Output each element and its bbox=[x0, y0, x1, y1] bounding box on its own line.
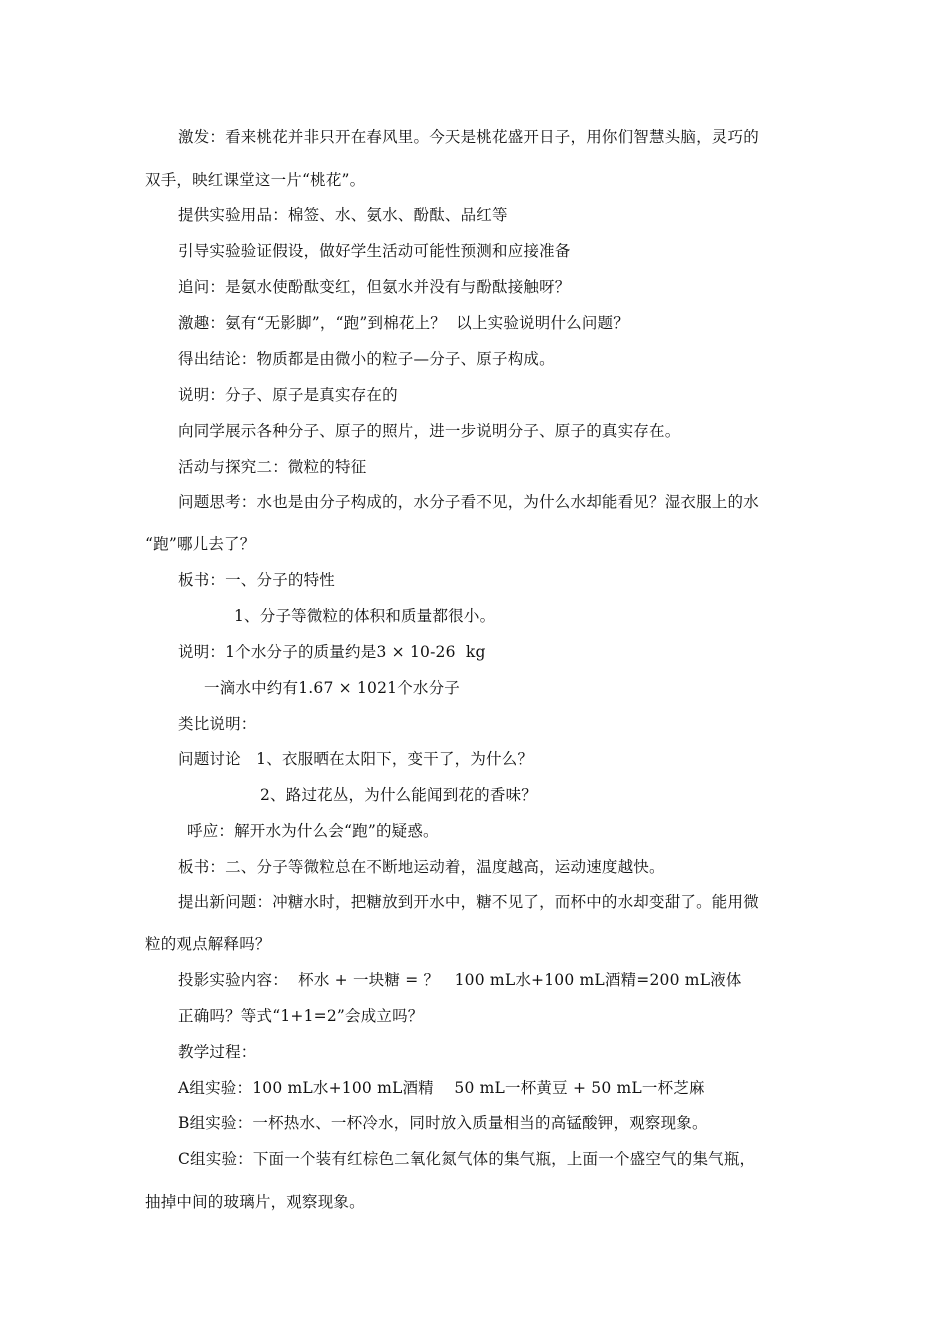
paragraph-line: 激趣：氨有“无影脚”，“跑”到棉花上？ 以上实验说明什么问题？ bbox=[178, 314, 629, 332]
experiment-group-c: C组实验：下面一个装有红棕色二氧化氮气体的集气瓶，上面一个盛空气的集气瓶， bbox=[178, 1150, 756, 1168]
paragraph-line: 得出结论：物质都是由微小的粒子—分子、原子构成。 bbox=[178, 350, 555, 368]
paragraph-line: 呼应：解开水为什么会“跑”的疑惑。 bbox=[187, 822, 439, 840]
paragraph-line: 双手，映红课堂这一片“桃花”。 bbox=[145, 171, 366, 189]
paragraph-line: 提供实验用品：棉签、水、氨水、酚酞、品红等 bbox=[178, 206, 508, 224]
section-heading: 活动与探究二：微粒的特征 bbox=[178, 458, 367, 476]
paragraph-line: 追问：是氨水使酚酞变红，但氨水并没有与酚酞接触呀？ bbox=[178, 278, 571, 296]
paragraph-line: 粒的观点解释吗？ bbox=[145, 935, 271, 953]
discussion-question: 2、路过花丛，为什么能闻到花的香味？ bbox=[260, 786, 537, 804]
discussion-question: 问题讨论 1、衣服晒在太阳下，变干了，为什么？ bbox=[178, 750, 534, 768]
paragraph-line: 一滴水中约有1.67 × 1021个水分子 bbox=[204, 679, 460, 697]
paragraph-line: 类比说明： bbox=[178, 715, 257, 733]
paragraph-line: 正确吗？等式“1+1=2”会成立吗？ bbox=[178, 1007, 424, 1025]
paragraph-line: “跑”哪儿去了？ bbox=[145, 535, 256, 553]
paragraph-line: 说明：1个水分子的质量约是3 × 10-26 kg bbox=[178, 643, 486, 661]
paragraph-line: 激发：看来桃花并非只开在春风里。今天是桃花盛开日子，用你们智慧头脑，灵巧的 bbox=[178, 128, 759, 146]
experiment-group-b: B组实验：一杯热水、一杯冷水，同时放入质量相当的高锰酸钾，观察现象。 bbox=[178, 1114, 708, 1132]
board-note: 板书：一、分子的特性 bbox=[178, 571, 336, 589]
experiment-group-a: A组实验：100 mL水+100 mL酒精 50 mL一杯黄豆 + 50 mL一杯芝麻 bbox=[178, 1079, 705, 1097]
board-note-item: 1、分子等微粒的体积和质量都很小。 bbox=[234, 607, 496, 625]
paragraph-line: 向同学展示各种分子、原子的照片，进一步说明分子、原子的真实存在。 bbox=[178, 422, 681, 440]
board-note: 板书：二、分子等微粒总在不断地运动着，温度越高，运动速度越快。 bbox=[178, 858, 665, 876]
paragraph-line: 提出新问题：冲糖水时，把糖放到开水中，糖不见了，而杯中的水却变甜了。能用微 bbox=[178, 893, 759, 911]
paragraph-line: 抽掉中间的玻璃片，观察现象。 bbox=[145, 1193, 365, 1211]
paragraph-line: 问题思考：水也是由分子构成的，水分子看不见，为什么水却能看见？湿衣服上的水 bbox=[178, 493, 759, 511]
paragraph-line: 引导实验验证假设，做好学生活动可能性预测和应接准备 bbox=[178, 242, 571, 260]
paragraph-line: 投影实验内容： 杯水 + 一块糖 = ？ 100 mL水+100 mL酒精=200 mL液体 bbox=[178, 971, 742, 989]
paragraph-line: 说明：分子、原子是真实存在的 bbox=[178, 386, 398, 404]
paragraph-line: 教学过程： bbox=[178, 1043, 257, 1061]
